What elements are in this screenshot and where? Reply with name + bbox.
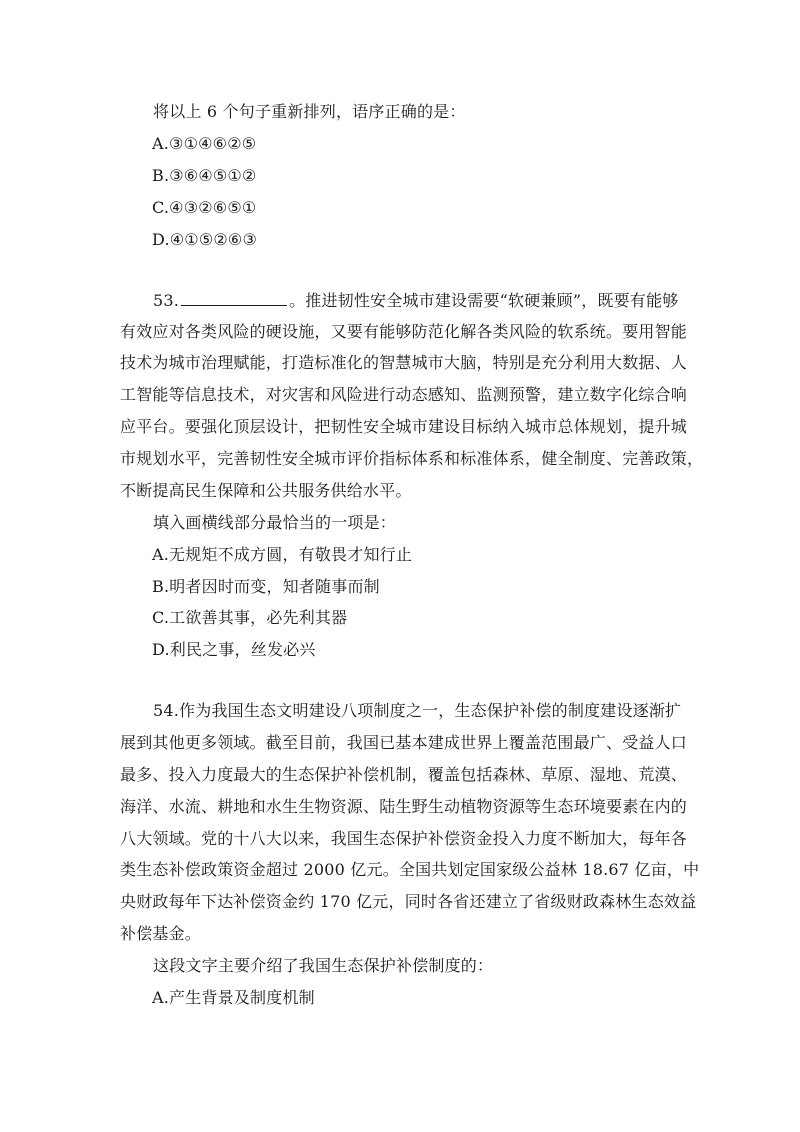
q54-passage-line-6: 类生态补偿政策资金超过 2000 亿元。全国共划定国家级公益林 18.67 亿亩，中 [120, 860, 700, 879]
q53-passage-line-1 [153, 289, 678, 312]
q53-passage-line-5: 应平台。要强化顶层设计，把韧性安全城市建设目标纳入城市总体规划，提升城 [120, 417, 688, 436]
q52-option-a: A.③①④⑥②⑤ [152, 134, 257, 153]
q54-option-a: A.产生背景及制度机制 [152, 988, 315, 1007]
q54-passage-line-7: 央财政每年下达补偿资金约 170 亿元，同时各省还建立了省级财政森林生态效益 [120, 892, 697, 911]
q53-option-a: A.无规矩不成方圆，有敬畏才知行止 [152, 545, 413, 564]
q53-option-d: D.利民之事，丝发必兴 [152, 640, 316, 659]
q52-option-b: B.③⑥④⑤①② [152, 166, 257, 185]
q52-option-c: C.④③②⑥⑤① [152, 198, 257, 217]
q54-passage-line-8: 补偿基金。 [120, 924, 202, 943]
q54-prompt: 这段文字主要介绍了我国生态保护补偿制度的： [153, 956, 494, 975]
q53-passage-line-6: 市规划水平，完善韧性安全城市评价指标体系和标准体系，健全制度、完善政策， [120, 449, 704, 468]
q53-prompt: 填入画横线部分最恰当的一项是： [153, 513, 397, 532]
q52-option-d: D.④①⑤②⑥③ [152, 230, 258, 249]
q53-option-c: C.工欲善其事，必先利其器 [152, 608, 348, 627]
q52-prompt: 将以上 6 个句子重新排列，语序正确的是： [153, 102, 466, 121]
q53-passage-start: 。推进韧性安全城市建设需要“软硬兼顾”，既要有能够 [289, 291, 679, 310]
q53-passage-line-2: 有效应对各类风险的硬设施，又要有能够防范化解各类风险的软系统。要用智能 [120, 322, 688, 341]
q53-number: 53. [153, 291, 180, 310]
q54-passage-line-4: 海洋、水流、耕地和水生生物资源、陆生野生动植物资源等生态环境要素在内的 [120, 797, 688, 816]
q53-option-b: B.明者因时而变，知者随事而制 [152, 577, 380, 596]
q53-passage-line-3: 技术为城市治理赋能，打造标准化的智慧城市大脑，特别是充分利用大数据、人 [120, 353, 688, 372]
q54-passage-line-2: 展到其他更多领域。截至目前，我国已基本建成世界上覆盖范围最广、受益人口 [120, 733, 688, 752]
q53-passage-line-4: 工智能等信息技术，对灾害和风险进行动态感知、监测预警，建立数字化综合响 [120, 385, 688, 404]
q54-passage-line-3: 最多、投入力度最大的生态保护补偿机制，覆盖包括森林、草原、湿地、荒漠、 [120, 765, 688, 784]
q53-passage-line-7: 不断提高民生保障和公共服务供给水平。 [120, 481, 412, 500]
q53-fill-blank [181, 289, 287, 306]
q54-passage-line-5: 八大领域。党的十八大以来，我国生态保护补偿资金投入力度不断加大，每年各 [120, 829, 688, 848]
q54-passage-line-1: 54.作为我国生态文明建设八项制度之一，生态保护补偿的制度建设逐渐扩 [153, 701, 682, 720]
